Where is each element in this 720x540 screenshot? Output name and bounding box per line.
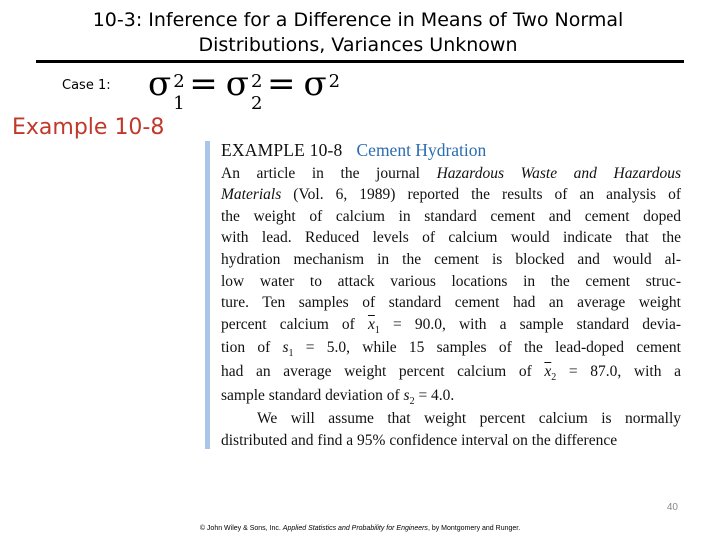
example-line-1 xyxy=(221,163,681,185)
sigma-symbol: σ xyxy=(303,64,327,104)
example-heading: Example 10-8 xyxy=(12,115,165,140)
text-run: sample standard deviation of xyxy=(221,386,404,404)
xbar-symbol: $\overline{x}$ xyxy=(544,362,552,380)
footer-book-title: Applied Statistics and Probability for Engineers xyxy=(282,525,428,532)
text-run: An article in the journal xyxy=(221,164,437,182)
sigma-superscript: 2 xyxy=(328,71,341,92)
example-line-5: hydration mechanism in the cement is blocked and would al- xyxy=(221,250,681,268)
text-run: percent calcium of xyxy=(221,315,368,333)
page-number: 40 xyxy=(666,502,678,513)
sigma2-subscript: 2 xyxy=(250,93,263,114)
example-line-10 xyxy=(221,361,681,385)
text-run: = 5.0, while 15 samples of the lead-doped cement xyxy=(293,339,681,357)
text-run: tion of xyxy=(221,339,283,357)
footer-text: , by Montgomery and Runger. xyxy=(427,525,521,532)
sigma1-scripts xyxy=(171,64,185,114)
xbar-symbol: $\overline{x}$ xyxy=(367,315,375,333)
title-underline xyxy=(36,60,684,63)
text-run: (Vol. 6, 1989) reported the results of an analysis of xyxy=(281,186,681,204)
example-line-4: with lead. Reduced levels of calcium would indicate that the xyxy=(221,229,681,247)
footer-text: © John Wiley & Sons, Inc. xyxy=(199,525,283,532)
journal-title-cont: Materials xyxy=(221,186,282,204)
slide-title-line-1: 10-3: Inference for a Difference in Means of Two Normal xyxy=(92,9,624,31)
example-line-11 xyxy=(221,385,681,409)
slide-title xyxy=(0,8,716,58)
example-line-2 xyxy=(221,184,681,206)
s-symbol: s xyxy=(403,386,410,404)
example-line-6: low water to attack various locations in the cement struc- xyxy=(221,272,681,290)
example-header xyxy=(221,140,681,162)
case-label: Case 1: xyxy=(62,78,111,93)
example-text-block xyxy=(221,140,681,451)
variance-equality-formula xyxy=(148,64,341,114)
example-topic: Cement Hydration xyxy=(356,140,487,160)
text-run: = 90.0, with a sample standard devia- xyxy=(379,315,682,333)
subscript: 2 xyxy=(409,395,415,407)
subscript: 2 xyxy=(551,371,557,383)
equals-sign: = xyxy=(266,64,296,104)
subscript: 1 xyxy=(288,348,294,360)
s-symbol: s xyxy=(282,339,289,357)
sigma2-superscript: 2 xyxy=(250,71,263,92)
copyright-footer xyxy=(0,525,720,532)
example-line-9 xyxy=(221,337,681,361)
example-label: EXAMPLE 10-8 xyxy=(221,140,343,160)
slide-title-line-2: Distributions, Variances Unknown xyxy=(198,34,518,56)
sigma-symbol: σ xyxy=(148,64,172,104)
text-run: = 4.0. xyxy=(414,386,455,404)
text-run: had an average weight percent calcium of xyxy=(221,362,545,380)
sigma-symbol: σ xyxy=(225,64,249,104)
sigma-scripts xyxy=(327,64,341,104)
subscript: 1 xyxy=(374,324,380,336)
example-line-12: We will assume that weight percent calcium is normally xyxy=(257,410,681,428)
example-line-7: ture. Ten samples of standard cement had an average weight xyxy=(221,294,681,312)
sigma2-scripts xyxy=(249,64,263,114)
sigma1-subscript: 1 xyxy=(173,93,185,114)
example-accent-bar xyxy=(205,141,210,449)
example-line-8 xyxy=(221,314,681,338)
equals-sign: = xyxy=(189,64,218,104)
journal-title: Hazardous Waste and Hazardous xyxy=(436,164,681,182)
sigma1-superscript: 2 xyxy=(173,71,185,92)
example-line-13: distributed and find a 95% confidence interval on the difference xyxy=(221,431,618,449)
example-line-3: the weight of calcium in standard cement and cement doped xyxy=(221,207,681,225)
text-run: = 87.0, with a xyxy=(556,362,681,380)
